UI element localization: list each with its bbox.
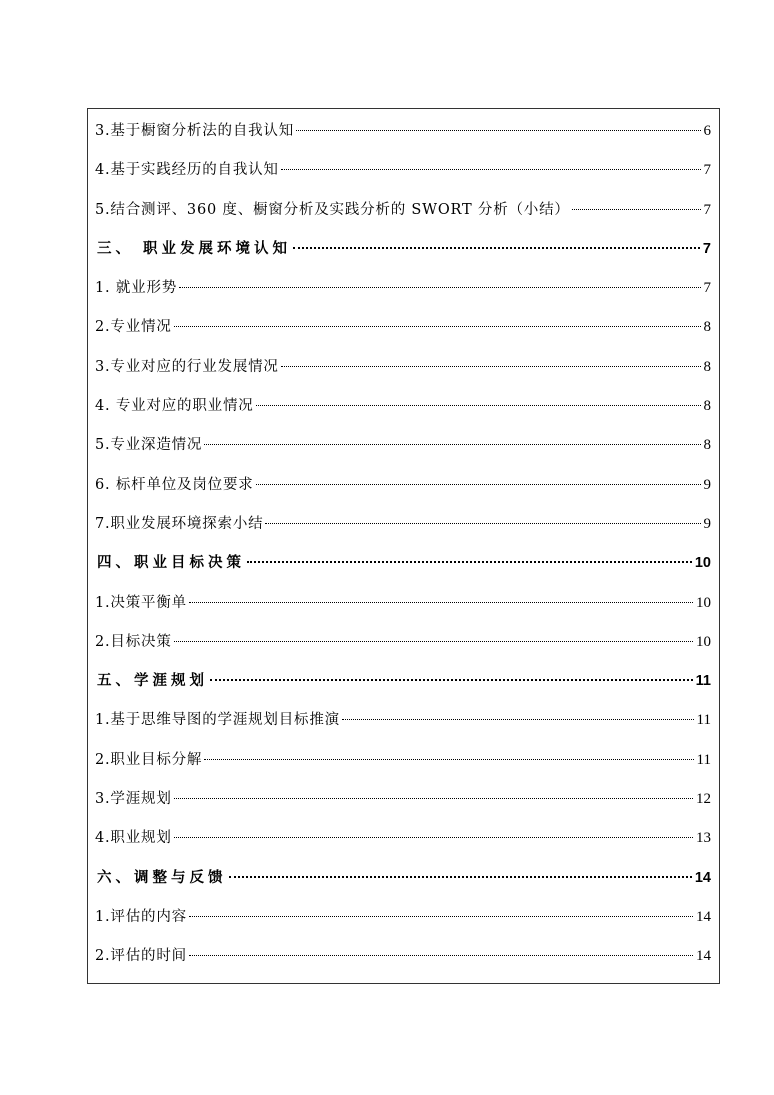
toc-entry-title: 4. 专业对应的职业情况 <box>95 398 254 415</box>
toc-page-number: 11 <box>695 673 711 690</box>
dot-leader <box>189 955 693 956</box>
toc-entry[interactable] <box>95 115 713 154</box>
dot-leader <box>281 169 701 170</box>
dot-leader <box>256 484 701 485</box>
toc-page-number: 7 <box>703 201 711 218</box>
toc-entry-title: 2.目标决策 <box>95 633 172 650</box>
dot-leader <box>342 719 694 720</box>
dot-leader <box>229 876 692 878</box>
toc-entry[interactable] <box>95 587 713 626</box>
toc-entry-title: 3.学涯规划 <box>95 791 172 808</box>
toc-page-number: 14 <box>696 948 711 965</box>
toc-entry[interactable] <box>95 704 713 743</box>
toc-section-heading[interactable] <box>95 862 713 901</box>
toc-page-number: 9 <box>703 515 711 532</box>
toc-entry-title: 5.结合测评、360 度、橱窗分析及实践分析的 SWORT 分析（小结） <box>95 201 570 218</box>
toc-section-heading[interactable] <box>95 233 713 272</box>
toc-entry-title: 五、学涯规划 <box>97 672 208 690</box>
toc-section-heading[interactable] <box>95 547 713 586</box>
dot-leader <box>210 679 693 681</box>
toc-entry[interactable] <box>95 351 713 390</box>
dot-leader <box>189 916 693 917</box>
toc-entry-title: 3.专业对应的行业发展情况 <box>95 358 279 375</box>
dot-leader <box>572 209 701 210</box>
toc-page-number: 10 <box>696 633 711 650</box>
toc-entry-title: 1.基于思维导图的学涯规划目标推演 <box>95 712 340 729</box>
toc-page-number: 6 <box>703 123 711 139</box>
toc-entry-title: 2.职业目标分解 <box>95 751 203 768</box>
toc-page-number: 12 <box>696 791 711 808</box>
dot-leader <box>265 523 700 524</box>
dot-leader <box>179 287 700 288</box>
toc-entry[interactable] <box>95 940 713 979</box>
dot-leader <box>293 247 700 249</box>
toc-entry[interactable] <box>95 626 713 665</box>
toc-entry[interactable] <box>95 822 713 861</box>
toc-entry-title: 6. 标杆单位及岗位要求 <box>95 476 254 493</box>
toc-entry[interactable] <box>95 194 713 233</box>
dot-leader <box>204 759 693 760</box>
toc-page-number: 8 <box>703 437 711 454</box>
dot-leader <box>174 641 693 642</box>
toc-entry[interactable] <box>95 311 713 350</box>
toc-page-number: 8 <box>703 398 711 415</box>
dot-leader <box>174 837 693 838</box>
toc-entry[interactable] <box>95 744 713 783</box>
toc-entry-title: 三、 职业发展环境认知 <box>97 239 292 257</box>
toc-page-number: 13 <box>696 830 711 847</box>
toc-page-number: 14 <box>696 908 711 925</box>
toc-entry-title: 1.决策平衡单 <box>95 594 187 611</box>
toc-page-number: 8 <box>703 319 711 336</box>
toc-entry-title: 4.基于实践经历的自我认知 <box>95 162 279 179</box>
dot-leader <box>204 444 700 445</box>
toc-entry[interactable] <box>95 154 713 193</box>
toc-page-number: 10 <box>694 555 711 572</box>
toc-entry[interactable] <box>95 390 713 429</box>
toc-entry[interactable] <box>95 429 713 468</box>
dot-leader <box>247 561 692 563</box>
dot-leader <box>189 602 693 603</box>
toc-page-number: 10 <box>696 594 711 611</box>
toc-entry-title: 2.评估的时间 <box>95 948 187 965</box>
dot-leader <box>296 130 700 131</box>
toc-entry-title: 7.职业发展环境探索小结 <box>95 515 264 532</box>
toc-entry-title: 1.评估的内容 <box>95 908 187 925</box>
dot-leader <box>281 366 701 367</box>
toc-page-number: 7 <box>703 280 711 297</box>
toc-section-heading[interactable] <box>95 665 713 704</box>
toc-page-number: 11 <box>696 751 711 768</box>
table-of-contents <box>95 115 713 980</box>
dot-leader <box>174 798 693 799</box>
toc-entry-title: 3.基于橱窗分析法的自我认知 <box>95 123 295 139</box>
toc-entry-title: 5.专业深造情况 <box>95 437 203 454</box>
toc-entry[interactable] <box>95 508 713 547</box>
dot-leader <box>256 405 701 406</box>
toc-entry-title: 1. 就业形势 <box>95 280 178 297</box>
toc-entry[interactable] <box>95 469 713 508</box>
toc-entry-title: 2.专业情况 <box>95 319 172 336</box>
toc-entry[interactable] <box>95 272 713 311</box>
toc-page-number: 8 <box>703 358 711 375</box>
toc-entry[interactable] <box>95 901 713 940</box>
toc-page-number: 9 <box>703 476 711 493</box>
toc-entry[interactable] <box>95 783 713 822</box>
toc-entry-title: 六、调整与反馈 <box>97 868 227 886</box>
toc-page-number: 14 <box>694 869 711 886</box>
toc-entry-title: 四、职业目标决策 <box>97 554 245 572</box>
toc-entry-title: 4.职业规划 <box>95 830 172 847</box>
toc-page-number: 7 <box>703 162 711 179</box>
toc-page-number: 11 <box>696 712 711 729</box>
dot-leader <box>174 326 701 327</box>
toc-page-number: 7 <box>702 240 711 257</box>
